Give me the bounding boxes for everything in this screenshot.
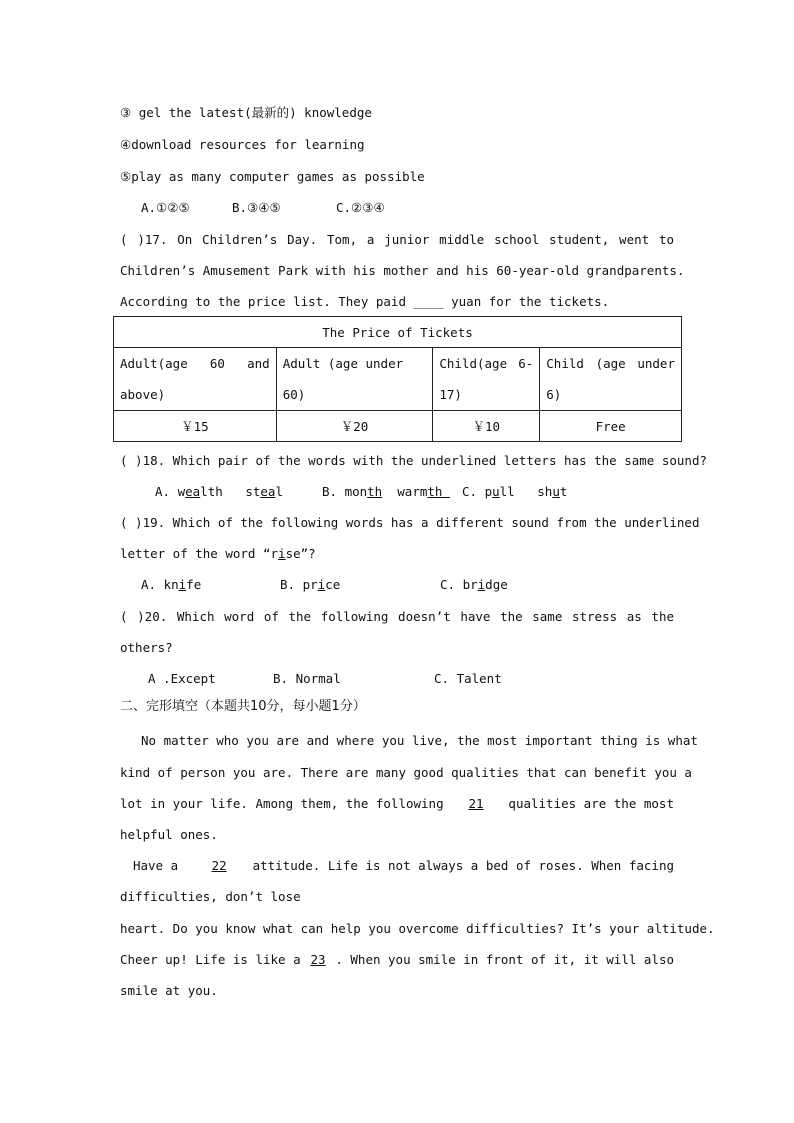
- passage-p2-line-4-pre: Cheer up! Life is like a: [120, 952, 301, 967]
- q18-b-w1-pre: mon: [344, 484, 368, 499]
- q18-c-w2-post: t: [559, 484, 568, 499]
- blank-23[interactable]: 23: [310, 952, 326, 967]
- q16-choice-b: B.③④⑤: [232, 200, 281, 215]
- q19-line-2-pre: letter of the word “r: [120, 546, 279, 561]
- header-adult-60-above-l1: Adult(age 60 and: [120, 356, 270, 371]
- q19-line-1: ( )19. Which of the following words has a different sound from the underlined: [120, 515, 700, 530]
- passage-p1-line-3-pre: lot in your life. Among them, the following: [120, 796, 444, 811]
- q18-a-label: A.: [155, 484, 178, 499]
- header-child-under-6-l2: 6): [546, 387, 562, 402]
- passage-p2-line-3: heart. Do you know what can help you overcome difficulties? It’s your altitude.: [120, 921, 715, 936]
- passage-p2-line-4: [120, 952, 674, 968]
- price-child-6-17: ￥10: [433, 411, 540, 442]
- option-4-line: ④download resources for learning: [120, 137, 365, 152]
- price-table: [113, 316, 682, 442]
- q19-c-underlined: i: [477, 577, 486, 592]
- passage-p1-line-1: No matter who you are and where you live, the most important thing is what: [141, 733, 698, 748]
- passage-p1-line-3-post: qualities are the most: [508, 796, 674, 811]
- q19-a-post: fe: [186, 577, 202, 592]
- q17-line-1: ( )17. On Children’s Day. Tom, a junior middle school student, went to: [120, 232, 674, 247]
- header-adult-60-above: [114, 348, 277, 411]
- header-adult-under-60-l1: Adult (age under 60): [282, 356, 404, 402]
- price-adult-60-above: ￥15: [114, 411, 277, 442]
- q19-a-pre: A. kn: [141, 577, 179, 592]
- q18-a-w1-post: lth: [200, 484, 223, 499]
- passage-p2-line-2: difficulties, don’t lose: [120, 889, 301, 904]
- q18-c-w2-pre: sh: [537, 484, 553, 499]
- option-3-line: ③ gel the latest(最新的) knowledge: [120, 105, 372, 120]
- q20-choice-b: B. Normal: [273, 671, 341, 686]
- passage-p2-line-5: smile at you.: [120, 983, 218, 998]
- q16-choice-c: C.②③④: [336, 200, 385, 215]
- q17-line-2: Children’s Amusement Park with his mother and his 60-year-old grandparents.: [120, 263, 685, 278]
- price-child-under-6: Free: [540, 411, 682, 442]
- q19-b-pre: B. pr: [280, 577, 318, 592]
- section-2-heading: 二、完形填空（本题共10分，每小题1分）: [120, 699, 366, 714]
- q18-b-w2-pre: warm: [397, 484, 428, 499]
- q19-choice-c: [440, 577, 794, 593]
- q18-b-label: B.: [322, 484, 345, 499]
- q18-c-w1-post: ll: [499, 484, 515, 499]
- q20-line-2: others?: [120, 640, 173, 655]
- header-child-under-6-l1: Child (age under: [546, 356, 675, 371]
- q19-underlined-letter: i: [278, 546, 286, 561]
- q19-b-underlined: i: [317, 577, 326, 592]
- passage-p1-line-4: helpful ones.: [120, 827, 218, 842]
- q18-b-w2-underlined: th: [427, 484, 450, 499]
- q19-c-pre: C. br: [440, 577, 478, 592]
- q18-c-label: C.: [462, 484, 485, 499]
- header-child-6-17: [433, 348, 540, 411]
- passage-p2-line-1: [133, 858, 674, 874]
- q19-a-underlined: i: [178, 577, 187, 592]
- q19-line-2: [120, 546, 674, 562]
- q18-c-w1-pre: p: [484, 484, 493, 499]
- q18-choice-c: [462, 484, 794, 500]
- q18-b-w1-underlined: th: [367, 484, 383, 499]
- passage-p2-line-4-post: . When you smile in front of it, it will also: [335, 952, 674, 967]
- q18-a-w2-pre: st: [245, 484, 261, 499]
- passage-p2-line-1-post: attitude. Life is not always a bed of roses. When facing: [252, 858, 674, 873]
- header-adult-under-60: [276, 348, 433, 411]
- header-child-6-17-l1: Child(age 6-: [439, 356, 534, 371]
- q18-a-w1-pre: w: [177, 484, 186, 499]
- q18-c-w1-underlined: u: [492, 484, 500, 499]
- q18-a-w2-underlined: ea: [260, 484, 276, 499]
- option-5-line: ⑤play as many computer games as possible: [120, 169, 425, 184]
- q20-choice-a: A .Except: [148, 671, 216, 686]
- q19-b-post: ce: [325, 577, 341, 592]
- header-child-under-6: [540, 348, 682, 411]
- q18-a-w2-post: l: [275, 484, 283, 499]
- q16-choice-a: A.①②⑤: [141, 200, 190, 215]
- q20-line-1: ( )20. Which word of the following doesn’t have the same stress as the: [120, 609, 674, 624]
- header-adult-60-above-l2: above): [120, 387, 166, 402]
- q17-line-3: According to the price list. They paid ____ yuan for the tickets.: [120, 294, 610, 309]
- blank-21[interactable]: 21: [468, 796, 484, 811]
- q19-line-2-post: se”?: [285, 546, 316, 561]
- price-adult-under-60: ￥20: [276, 411, 433, 442]
- passage-p2-line-1-pre: Have a: [133, 858, 186, 873]
- passage-p1-line-3: [120, 796, 674, 812]
- q18-stem: ( )18. Which pair of the words with the underlined letters has the same sound?: [120, 453, 707, 468]
- q19-c-post: dge: [485, 577, 508, 592]
- price-table-title: The Price of Tickets: [114, 317, 682, 348]
- blank-22[interactable]: 22: [211, 858, 227, 873]
- passage-p1-line-2: kind of person you are. There are many good qualities that can benefit you a: [120, 765, 692, 780]
- q18-a-w1-underlined: ea: [185, 484, 201, 499]
- q20-choice-c: C. Talent: [434, 671, 502, 686]
- header-child-6-17-l2: 17): [439, 387, 462, 402]
- q18-c-w2-underlined: u: [552, 484, 560, 499]
